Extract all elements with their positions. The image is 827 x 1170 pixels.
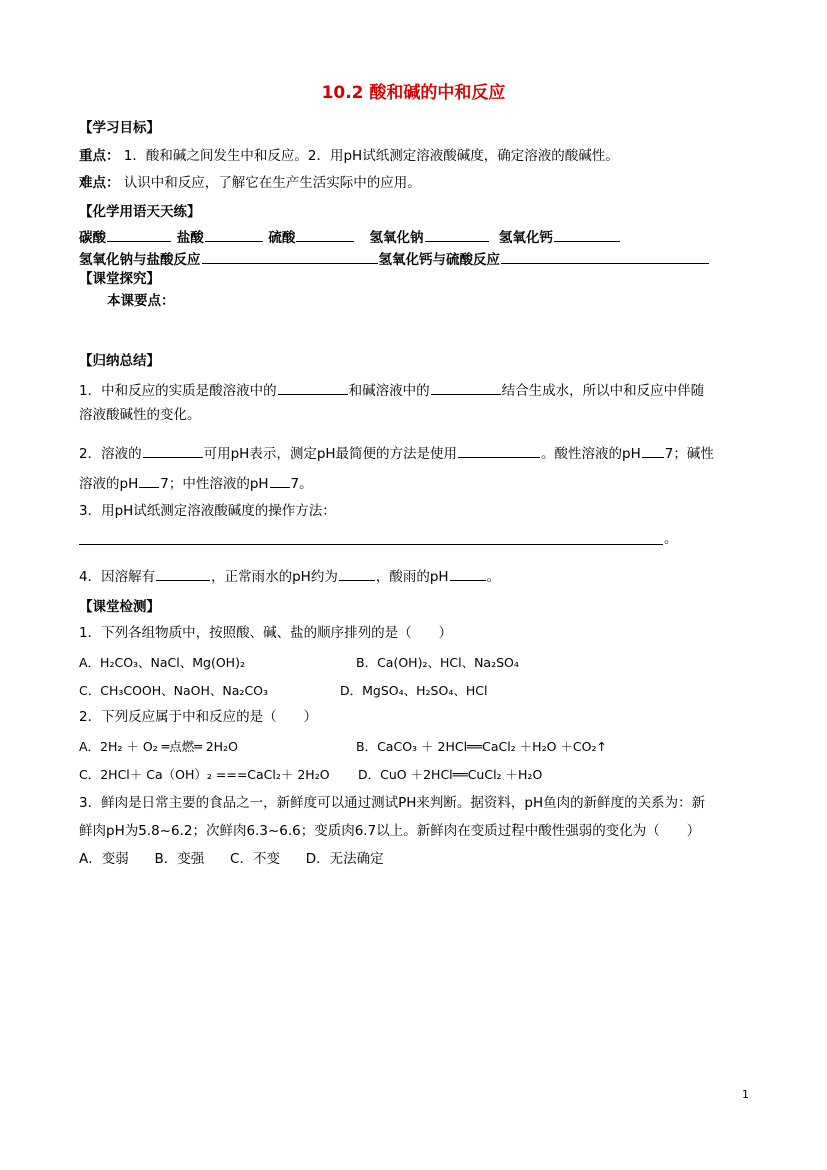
- key-text: 1．酸和碱之间发生中和反应。2．用pH试纸测定溶液酸碱度，确定溶液的酸碱性。: [123, 148, 619, 164]
- summary-2-d: 7；碱性: [664, 446, 714, 462]
- difficulty-line: [79, 175, 421, 191]
- word-hcl: 盐酸: [176, 230, 204, 246]
- summary-2-b: 可用pH表示，测定pH最简便的方法是使用: [203, 446, 458, 462]
- difficulty-label: 难点：: [79, 175, 120, 191]
- q2-option-d[interactable]: D．CuO ＋2HCl══CuCl₂ ＋H₂O: [358, 767, 543, 782]
- difficulty-text: 认识中和反应，了解它在生产生活实际中的应用。: [123, 175, 421, 191]
- summary-2-f: 7；中性溶液的pH: [160, 476, 269, 492]
- blank[interactable]: [107, 228, 171, 242]
- q2-option-b[interactable]: B．CaCO₃ ＋ 2HCl══CaCl₂ ＋H₂O ＋CO₂↑: [356, 739, 607, 754]
- q3-option-b[interactable]: B．变强: [154, 851, 205, 867]
- blank[interactable]: [458, 444, 540, 458]
- blank[interactable]: [202, 250, 378, 264]
- word-caoh: 氢氧化钙: [498, 230, 553, 246]
- summary-2-cont: [79, 474, 313, 492]
- chem-reactions-line: [79, 250, 710, 268]
- summary-4: [79, 567, 500, 585]
- q1-option-b[interactable]: B．Ca(OH)₂、HCl、Na₂SO₄: [356, 655, 519, 670]
- blank[interactable]: [642, 444, 664, 458]
- summary-2-a: 2．溶液的: [79, 446, 142, 462]
- blank[interactable]: [143, 444, 203, 458]
- section-explore: 【课堂探究】: [79, 271, 160, 287]
- q3-option-c[interactable]: C．不变: [230, 851, 280, 867]
- reaction-caoh-h2so4: 氢氧化钙与硫酸反应: [378, 252, 500, 268]
- summary-2-c: 。酸性溶液的pH: [541, 446, 641, 462]
- q2-option-a[interactable]: A．2H₂ ＋ O₂ ═点燃═ 2H₂O: [79, 739, 238, 754]
- blank[interactable]: [554, 228, 620, 242]
- lesson-points: 本课要点：: [107, 293, 175, 309]
- section-summary: 【归纳总结】: [79, 353, 160, 369]
- q2-option-c[interactable]: C．2HCl＋ Ca（OH）₂ ===CaCl₂＋ 2H₂O: [79, 767, 330, 782]
- summary-3: 3．用pH试纸测定溶液酸碱度的操作方法：: [79, 503, 336, 519]
- question-3-line-1: 3．鲜肉是日常主要的食品之一，新鲜度可以通过测试PH来判断。据资料，pH鱼肉的新鲜度的关系为：新: [79, 795, 706, 811]
- blank[interactable]: [296, 228, 354, 242]
- summary-4-a: 4．因溶解有: [79, 569, 156, 585]
- summary-3-end: 。: [664, 531, 678, 547]
- blank[interactable]: [278, 381, 348, 395]
- chem-words-line: [79, 228, 621, 246]
- q3-options: [79, 851, 384, 867]
- summary-2: [79, 444, 714, 462]
- word-naoh: 氢氧化钠: [369, 230, 424, 246]
- q1-option-d[interactable]: D．MgSO₄、H₂SO₄、HCl: [340, 683, 488, 698]
- blank[interactable]: [205, 228, 263, 242]
- word-sulfuric: 硫酸: [268, 230, 296, 246]
- key-point-line: [79, 148, 619, 164]
- summary-1-a: 1．中和反应的实质是酸溶液中的: [79, 383, 277, 399]
- summary-1-b: 和碱溶液中的: [348, 383, 430, 399]
- blank[interactable]: [431, 381, 501, 395]
- blank[interactable]: [156, 567, 210, 581]
- blank[interactable]: [425, 228, 489, 242]
- page-title: 10.2 酸和碱的中和反应: [321, 83, 506, 103]
- answer-line[interactable]: [79, 544, 663, 545]
- blank[interactable]: [270, 474, 290, 488]
- summary-2-e: 溶液的pH: [79, 476, 139, 492]
- summary-4-b: ，正常雨水的pH约为: [211, 569, 338, 585]
- key-label: 重点：: [79, 148, 120, 164]
- summary-1-c: 结合生成水，所以中和反应中伴随: [501, 383, 705, 399]
- question-1: 1．下列各组物质中，按照酸、碱、盐的顺序排列的是（ ）: [79, 625, 453, 641]
- summary-1-cont: 溶液酸碱性的变化。: [79, 407, 201, 423]
- section-chem: 【化学用语天天练】: [79, 204, 201, 220]
- blank[interactable]: [450, 567, 486, 581]
- reaction-naoh-hcl: 氢氧化钠与盐酸反应: [79, 252, 201, 268]
- summary-4-d: 。: [486, 569, 501, 585]
- summary-4-c: ，酸雨的pH: [375, 569, 449, 585]
- question-3-line-2: 鲜肉pH为5.8~6.2；次鲜肉6.3~6.6；变质肉6.7以上。新鲜肉在变质过程中酸性强弱的变化为（ ）: [79, 823, 701, 839]
- word-carbonic: 碳酸: [79, 230, 106, 246]
- q3-option-d[interactable]: D．无法确定: [305, 851, 384, 867]
- question-2: 2．下列反应属于中和反应的是（ ）: [79, 709, 318, 725]
- blank[interactable]: [339, 567, 375, 581]
- q1-option-c[interactable]: C．CH₃COOH、NaOH、Na₂CO₃: [79, 683, 269, 698]
- summary-2-g: 7。: [290, 476, 313, 492]
- blank[interactable]: [501, 250, 709, 264]
- page-number: 1: [742, 1088, 749, 1101]
- q3-option-a[interactable]: A．变弱: [79, 851, 129, 867]
- section-test: 【课堂检测】: [79, 599, 160, 615]
- blank[interactable]: [139, 474, 159, 488]
- q1-option-a[interactable]: A．H₂CO₃、NaCl、Mg(OH)₂: [79, 655, 245, 670]
- section-goals: 【学习目标】: [79, 120, 160, 136]
- summary-1: [79, 381, 704, 399]
